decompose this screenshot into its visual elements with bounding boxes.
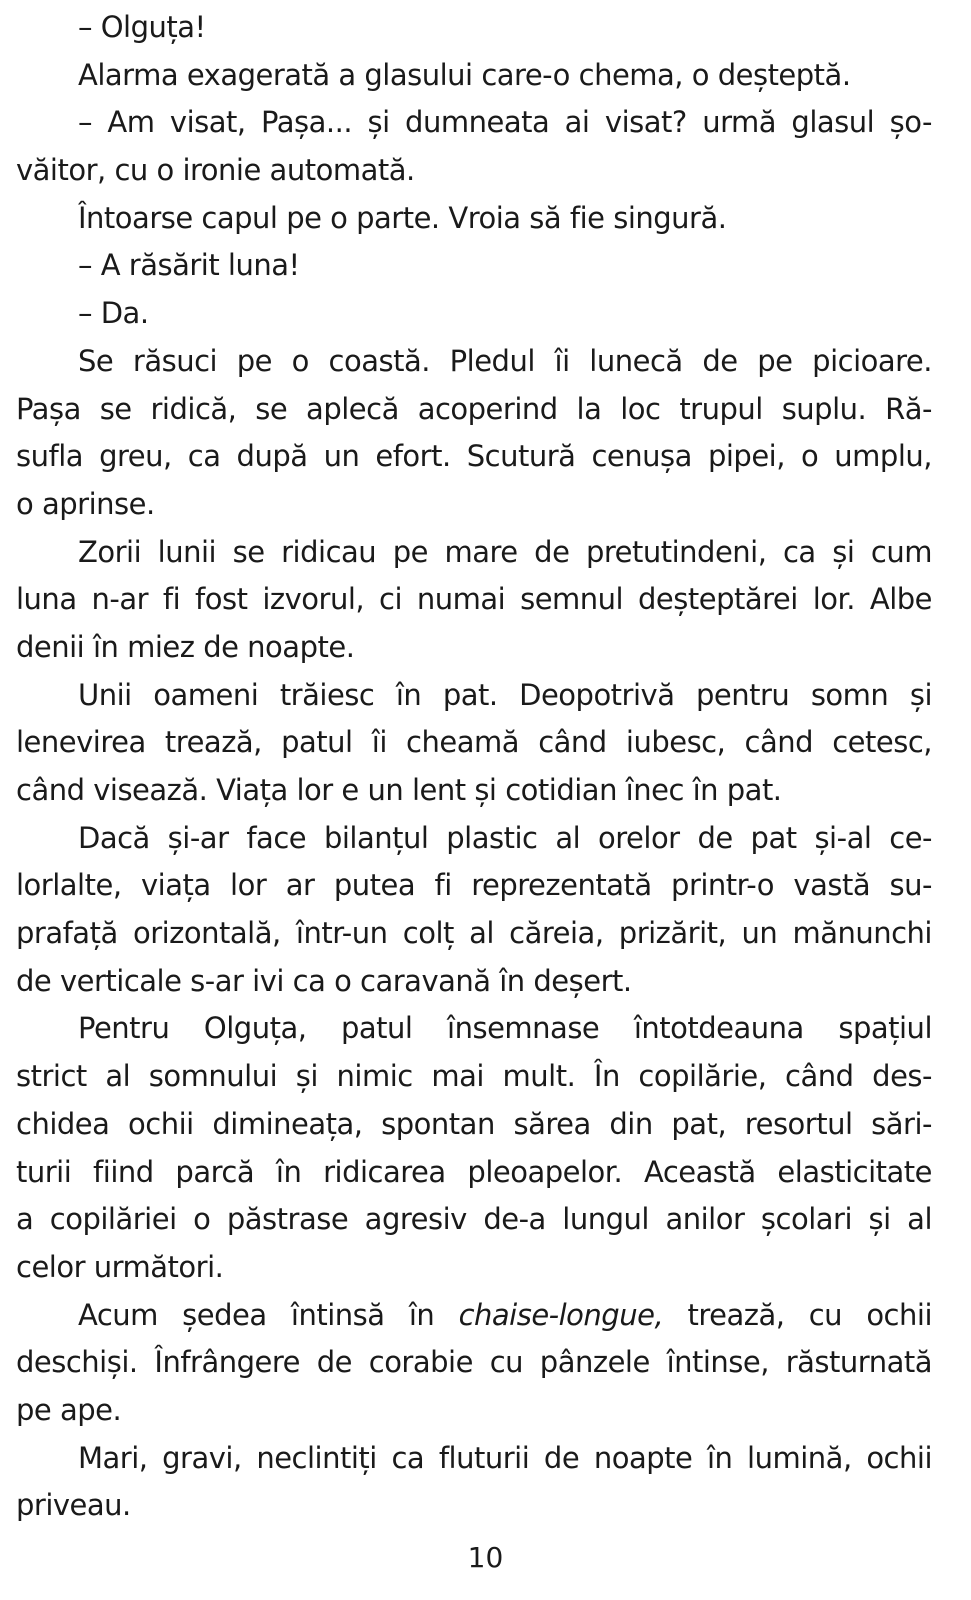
text-line: – Da. — [78, 296, 149, 331]
text-line: Pentru Olguța, patul însemnase întotdeauna spațiul — [78, 1011, 932, 1046]
text-line: o aprinse. — [16, 486, 155, 521]
text-segment: trează, cu ochii — [663, 1297, 932, 1332]
book-page-text — [16, 4, 932, 1530]
text-line: lorlalte, viața lor ar putea fi reprezentată printr-o vastă su- — [16, 868, 932, 903]
text-line: Mari, gravi, neclintiți ca fluturii de noapte în lumină, ochii — [78, 1440, 932, 1475]
text-line-mixed — [16, 1292, 932, 1340]
text-line: strict al somnului și nimic mai mult. În copilărie, când des- — [16, 1059, 932, 1094]
page-number: 10 — [467, 1541, 504, 1574]
text-line: lenevirea trează, patul îi cheamă când iubesc, când cetesc, — [16, 725, 932, 760]
italic-term: chaise-longue, — [458, 1297, 664, 1332]
text-line: deschiși. Înfrângere de corabie cu pânzele întinse, răsturnată — [16, 1345, 932, 1380]
text-line: pe ape. — [16, 1392, 122, 1427]
text-line: prafață orizontală, într-un colț al căreia, prizărit, un mănunchi — [16, 916, 932, 951]
text-line: Dacă și-ar face bilanțul plastic al orelor de pat și-al ce- — [78, 820, 932, 855]
text-line: a copilăriei o păstrase agresiv de-a lungul anilor școlari și al — [16, 1202, 932, 1237]
text-line: sufla greu, ca după un efort. Scutură cenușa pipei, o umplu, — [16, 439, 932, 474]
text-line: – Olguța! — [78, 10, 206, 44]
text-line: Pașa se ridică, se aplecă acoperind la loc trupul suplu. Ră- — [16, 391, 932, 426]
text-line: Se răsuci pe o coastă. Pledul îi lunecă de pe picioare. — [78, 343, 932, 378]
text-line: Întoarse capul pe o parte. Vroia să fie singură. — [78, 200, 727, 235]
text-line: turii fiind parcă în ridicarea pleoapelor. Această elasticitate — [16, 1154, 932, 1189]
text-line: luna n-ar fi fost izvorul, ci numai semnul deșteptărei lor. Albe — [16, 582, 932, 617]
text-line: Alarma exagerată a glasului care-o chema, o deșteptă. — [78, 57, 851, 92]
text-line: când visează. Viața lor e un lent și cotidian înec în pat. — [16, 773, 782, 807]
text-line: Zorii lunii se ridicau pe mare de pretutindeni, ca și cum — [78, 534, 932, 569]
text-line: – Am visat, Pașa... și dumneata ai visat? urmă glasul șo- — [78, 105, 932, 140]
text-line: – A răsărit luna! — [78, 248, 300, 283]
text-line: denii în miez de noapte. — [16, 629, 355, 664]
text-segment: Acum ședea întinsă în — [78, 1297, 459, 1332]
text-line: priveau. — [16, 1488, 131, 1523]
text-line: chidea ochii dimineața, spontan sărea din pat, resortul sări- — [16, 1106, 932, 1141]
text-line: văitor, cu o ironie automată. — [16, 153, 415, 188]
text-line: celor următori. — [16, 1249, 224, 1284]
text-line: de verticale s-ar ivi ca o caravană în deșert. — [16, 963, 632, 998]
text-line: Unii oameni trăiesc în pat. Deopotrivă pentru somn și — [78, 677, 932, 712]
